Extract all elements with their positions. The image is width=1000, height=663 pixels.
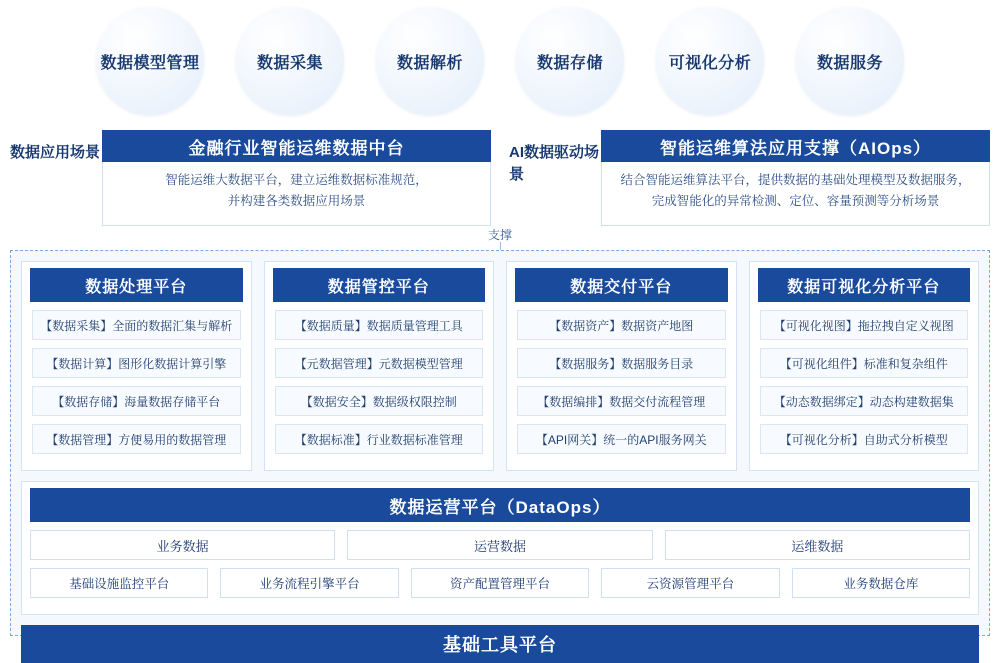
bubble-3[interactable] <box>516 7 624 115</box>
scenario-label: AI数据驱动场景 <box>509 144 600 183</box>
platform-row <box>21 261 979 471</box>
scenario-title[interactable]: 智能运维算法应用支撑（AIOps） <box>601 130 990 162</box>
scenario-label: 数据应用场景 <box>10 144 101 161</box>
bubble-label: 数据解析 <box>396 54 463 72</box>
dataops-chip[interactable]: 业务数据 <box>30 530 335 560</box>
platform-item[interactable]: 【可视化组件】标准和复杂组件 <box>760 348 969 378</box>
scenario-title[interactable]: 金融行业智能运维数据中台 <box>102 130 491 162</box>
platform-item[interactable]: 【数据存储】海量数据存储平台 <box>32 386 241 416</box>
dataops-chip[interactable]: 业务数据仓库 <box>792 568 970 598</box>
scenario-data-application <box>10 130 491 226</box>
platform-item[interactable]: 【数据质量】数据质量管理工具 <box>275 310 484 340</box>
platform-item[interactable]: 【数据采集】全面的数据汇集与解析 <box>32 310 241 340</box>
scenario-desc-line-2: 并构建各类数据应用场景 <box>227 194 366 208</box>
scenario-desc-line-1: 结合智能运维算法平台，提供数据的基础处理模型及数据服务， <box>620 173 971 187</box>
dataops-chip[interactable]: 资产配置管理平台 <box>411 568 589 598</box>
platform-data-delivery <box>506 261 737 471</box>
platform-item[interactable]: 【数据编排】数据交付流程管理 <box>517 386 726 416</box>
scenario-description <box>102 162 491 226</box>
dataops-chip[interactable]: 云资源管理平台 <box>601 568 779 598</box>
platform-item[interactable]: 【可视化分析】自助式分析模型 <box>760 424 969 454</box>
scenario-ai-data-driven <box>509 130 990 226</box>
platform-title[interactable]: 数据交付平台 <box>515 268 728 302</box>
scenario-desc-line-1: 智能运维大数据平台，建立运维数据标准规范， <box>165 173 428 187</box>
platform-item[interactable]: 【数据资产】数据资产地图 <box>517 310 726 340</box>
capability-bubbles <box>0 0 1000 122</box>
platform-item[interactable]: 【动态数据绑定】动态构建数据集 <box>760 386 969 416</box>
platform-title[interactable]: 数据处理平台 <box>30 268 243 302</box>
platform-title[interactable]: 数据管控平台 <box>273 268 486 302</box>
support-connector-label: 支撑 <box>487 228 512 242</box>
scenario-desc-line-2: 完成智能化的异常检测、定位、容量预测等分析场景 <box>651 194 940 208</box>
support-connector-line <box>500 242 501 250</box>
platform-item[interactable]: 【API网关】统一的API服务网关 <box>517 424 726 454</box>
bubble-1[interactable] <box>236 7 344 115</box>
dataops-chip[interactable]: 运营数据 <box>347 530 652 560</box>
platform-panel <box>10 250 990 655</box>
scenario-body <box>601 130 990 226</box>
dataops-chip[interactable]: 业务流程引擎平台 <box>220 568 398 598</box>
platform-data-processing <box>21 261 252 471</box>
bubble-0[interactable] <box>96 7 204 115</box>
platform-item[interactable]: 【数据标准】行业数据标准管理 <box>275 424 484 454</box>
dataops-section <box>21 481 979 615</box>
bubble-label: 可视化分析 <box>668 54 752 72</box>
platform-item[interactable]: 【数据服务】数据服务目录 <box>517 348 726 378</box>
bubble-label: 数据模型管理 <box>100 54 200 72</box>
dataops-chip[interactable]: 基础设施监控平台 <box>30 568 208 598</box>
scenario-description <box>601 162 990 226</box>
platform-title[interactable]: 数据可视化分析平台 <box>758 268 971 302</box>
scenario-body <box>102 130 491 226</box>
bubble-label: 数据服务 <box>816 54 883 72</box>
dataops-chip[interactable]: 运维数据 <box>665 530 970 560</box>
dataops-row-domains <box>30 530 970 560</box>
platform-item[interactable]: 【可视化视图】拖拉拽自定义视图 <box>760 310 969 340</box>
scenario-band <box>10 130 990 226</box>
platform-data-visualization <box>749 261 980 471</box>
platform-item[interactable]: 【元数据管理】元数据模型管理 <box>275 348 484 378</box>
bubble-4[interactable] <box>656 7 764 115</box>
platform-data-governance <box>264 261 495 471</box>
bubble-2[interactable] <box>376 7 484 115</box>
platform-item[interactable]: 【数据安全】数据级权限控制 <box>275 386 484 416</box>
dataops-title[interactable]: 数据运营平台（DataOps） <box>30 488 970 522</box>
dataops-row-systems <box>30 568 970 598</box>
bubble-5[interactable] <box>796 7 904 115</box>
base-tool-platform-bar[interactable]: 基础工具平台 <box>21 625 979 663</box>
platform-item[interactable]: 【数据计算】图形化数据计算引擎 <box>32 348 241 378</box>
bubble-label: 数据存储 <box>536 54 603 72</box>
bubble-label: 数据采集 <box>256 54 323 72</box>
platform-item[interactable]: 【数据管理】方便易用的数据管理 <box>32 424 241 454</box>
